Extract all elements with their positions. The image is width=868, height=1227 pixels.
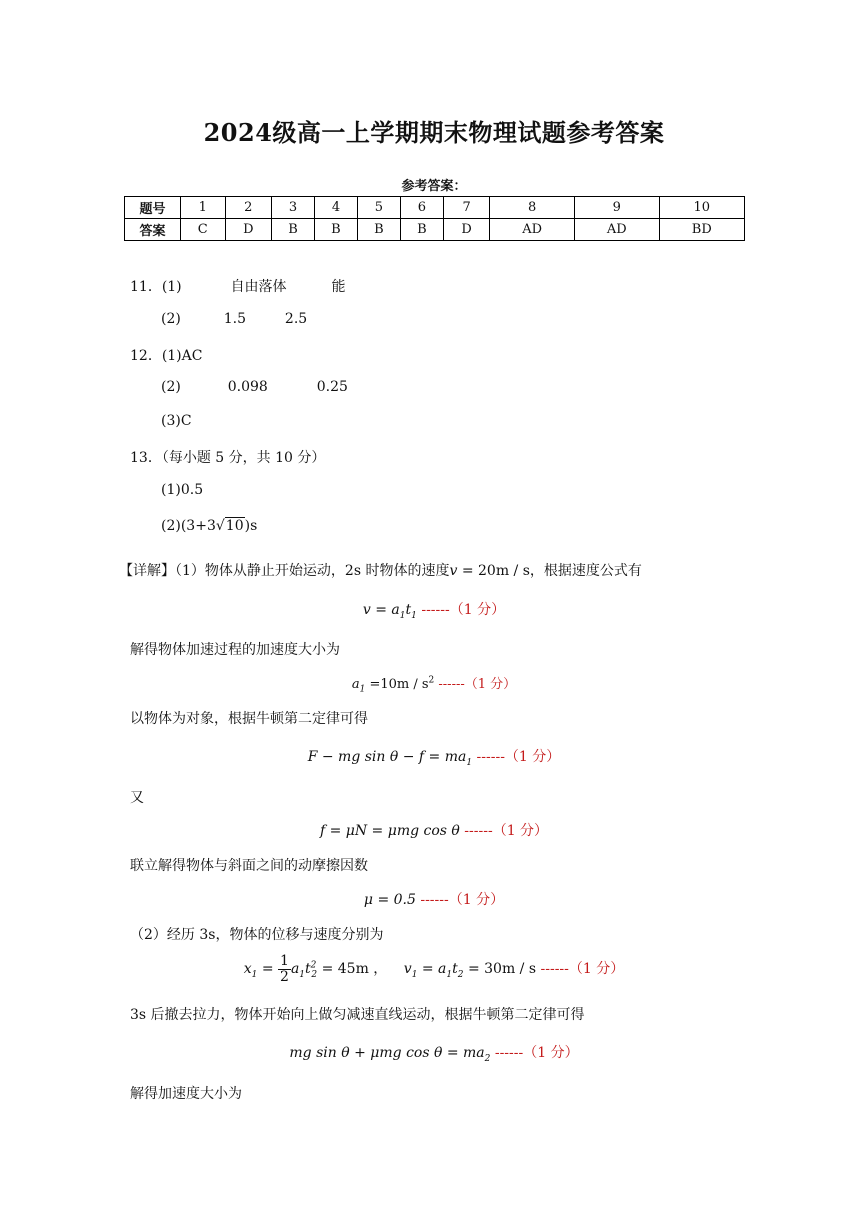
eq4-expr: f = μN = μmg cos θ — [319, 823, 460, 839]
eq2-sub: 1 — [359, 684, 366, 695]
eq6-a-sub: 1 — [299, 969, 306, 980]
eq6-x-sub: 1 — [251, 969, 258, 980]
equation-5 — [0, 889, 868, 909]
answer-key-heading: 参考答案： — [401, 179, 467, 194]
detail-intro-tail: ，根据速度公式有 — [529, 563, 642, 579]
q11-label: 11．(1) — [130, 279, 182, 295]
eq2-score: ------（1 分） — [434, 677, 517, 692]
eq3-expr: F − mg sin θ − f = ma — [307, 749, 467, 765]
q11-value-2: 2.5 — [284, 311, 308, 327]
equation-7 — [0, 1042, 868, 1064]
q12-value-1: 0.098 — [227, 379, 268, 395]
eq5-score: ------（1 分） — [415, 892, 505, 908]
eq2-a: a — [351, 677, 360, 692]
answer-table — [124, 196, 745, 241]
detail-intro-v-value: = 20m / s — [457, 563, 530, 579]
eq6-v-a-sub: 1 — [446, 969, 453, 980]
eq7-score: ------（1 分） — [490, 1045, 579, 1061]
eq6-fraction — [278, 954, 291, 984]
table-row-answers — [125, 219, 745, 241]
detail-intro-text: （1）物体从静止开始运动，2s 时物体的速度 — [175, 563, 450, 579]
eq1-expr: v = a — [362, 602, 400, 618]
q12-part3: (3)C — [161, 413, 192, 429]
detail-text-8: 解得加速度大小为 — [130, 1086, 242, 1102]
eq7-sub: 2 — [484, 1053, 491, 1064]
detail-intro-v: v — [449, 563, 458, 579]
eq6-t-sup: 2 — [310, 960, 317, 971]
eq1-sub2: 1 — [411, 610, 417, 621]
q12-part1: 12．(1)AC — [130, 348, 203, 364]
question-number-cell: 8 — [490, 197, 575, 219]
eq6-equals: = — [257, 961, 279, 978]
eq2-value: =10m / s — [365, 677, 429, 692]
eq6-denominator: 2 — [280, 968, 289, 985]
eq1-expr2: t — [405, 602, 412, 618]
q11-answer-2: 能 — [331, 279, 346, 295]
answer-cell: D — [443, 219, 490, 241]
q12-part2 — [161, 379, 348, 395]
q11-answer-1: 自由落体 — [230, 279, 287, 295]
question-number-cell: 6 — [400, 197, 443, 219]
q11-part2 — [161, 311, 307, 327]
q13-sqrt-value: 10 — [225, 518, 244, 534]
q11-part2-label: (2) — [161, 311, 181, 327]
answer-cell: C — [181, 219, 226, 241]
eq1-score: ------（1 分） — [416, 602, 506, 618]
q12-value-2: 0.25 — [316, 379, 348, 395]
eq6-v-sub: 1 — [411, 969, 418, 980]
row-header-answer: 答案 — [125, 219, 181, 241]
answer-cell: BD — [659, 219, 744, 241]
q11-part1 — [130, 276, 345, 296]
question-number-cell: 2 — [225, 197, 272, 219]
eq6-v-value: = 30m / s — [463, 961, 537, 978]
q13-part1: (1)0.5 — [161, 482, 204, 498]
answer-cell: B — [400, 219, 443, 241]
question-number-cell: 9 — [574, 197, 659, 219]
detail-text-5: 联立解得物体与斜面之间的动摩擦因数 — [130, 858, 368, 874]
eq3-sub: 1 — [466, 757, 473, 768]
q13-part2 — [161, 518, 257, 534]
eq2-sup: 2 — [428, 675, 435, 686]
eq6-t: t — [305, 961, 311, 978]
eq7-expr: mg sin θ + μmg cos θ = ma — [289, 1045, 485, 1061]
page-title: 2024级高一上学期期末物理试题参考答案 — [203, 118, 665, 147]
eq1-sub1: 1 — [399, 610, 406, 621]
q12-part2-label: (2) — [161, 379, 181, 395]
answer-cell: D — [225, 219, 272, 241]
row-header-number: 题号 — [125, 197, 181, 219]
table-row-numbers — [125, 197, 745, 219]
eq6-numerator: 1 — [280, 953, 289, 969]
answer-cell: B — [357, 219, 400, 241]
question-number-cell: 5 — [357, 197, 400, 219]
eq6-x-value: = 45m ， — [317, 961, 388, 978]
eq6-v-equals: = a — [417, 961, 447, 978]
answer-cell: B — [314, 219, 357, 241]
q13-expr-b: )s — [244, 518, 258, 534]
question-number-cell: 1 — [181, 197, 226, 219]
answer-cell: AD — [574, 219, 659, 241]
question-number-cell: 4 — [314, 197, 357, 219]
question-number-cell: 10 — [659, 197, 744, 219]
eq6-t-sub: 2 — [311, 969, 318, 980]
q13-part2-label: (2) — [161, 518, 181, 534]
question-number-cell: 7 — [443, 197, 490, 219]
eq3-score: ------（1 分） — [472, 749, 561, 765]
detail-text-3: 以物体为对象，根据牛顿第二定律可得 — [130, 711, 368, 727]
detail-label: 【详解】 — [119, 563, 175, 579]
answer-cell: B — [272, 219, 315, 241]
q11-value-1: 1.5 — [223, 311, 247, 327]
sqrt-symbol: √ — [215, 518, 225, 534]
detail-text-4: 又 — [130, 790, 144, 806]
eq6-score: ------（1 分） — [536, 961, 625, 978]
eq6-x: x — [243, 961, 252, 978]
detail-text-2: 解得物体加速过程的加速度大小为 — [130, 642, 340, 658]
eq5-expr: μ = 0.5 — [363, 892, 416, 908]
equation-3 — [0, 746, 868, 768]
eq6-v-t-sub: 2 — [457, 969, 464, 980]
detail-text-6: （2）经历 3s，物体的位移与速度分别为 — [130, 927, 384, 943]
equation-2 — [0, 673, 868, 695]
eq4-score: ------（1 分） — [459, 823, 549, 839]
question-number-cell: 3 — [272, 197, 315, 219]
q13-heading: 13．（每小题 5 分，共 10 分） — [130, 450, 326, 466]
detail-intro — [119, 560, 642, 580]
q13-expr-a: (3+3 — [180, 518, 216, 534]
equation-1 — [0, 599, 868, 621]
eq6-v: v — [403, 961, 412, 978]
equation-6 — [0, 954, 868, 984]
eq6-v-t: t — [452, 961, 458, 978]
answer-cell: AD — [490, 219, 575, 241]
eq6-a: a — [290, 961, 300, 978]
equation-4 — [0, 820, 868, 840]
detail-text-7: 3s 后撤去拉力，物体开始向上做匀减速直线运动，根据牛顿第二定律可得 — [130, 1007, 585, 1023]
